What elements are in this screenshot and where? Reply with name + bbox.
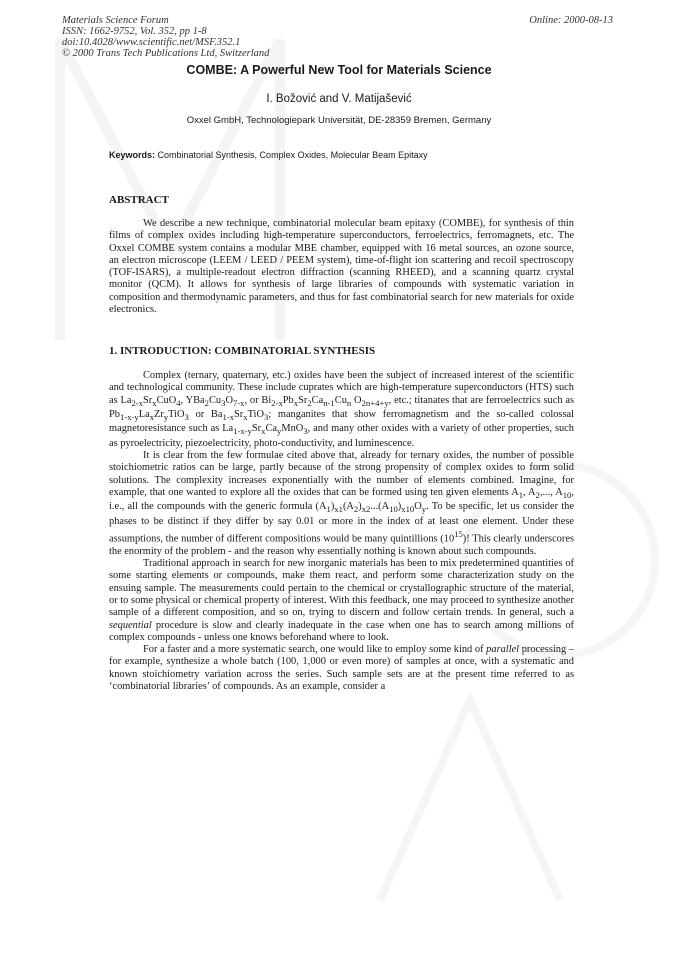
keywords bbox=[109, 150, 569, 160]
abstract-body bbox=[109, 218, 574, 316]
copyright-line: © 2000 Trans Tech Publications Ltd, Switzerland bbox=[62, 48, 270, 59]
abstract-text: We describe a new technique, combinatorial molecular beam epitaxy (COMBE), for synthesis of thin films of complex oxides including high-temperature superconductors, ferroelectrics, ferromagnets, etc. The Oxxel COMBE system contains a modular MBE chamber, equipped with 16 metal sources, an ozone source, an electron microscope (LEEM / LEED / PEEM system), time-of-flight ion scattering and recoil spectroscopy (TOF-ISARS), a multiple-readout electron diffraction (scanning RHEED), and a scanning quartz crystal monitor (QCM). It allows for synthesis of large libraries of compounds with systematic variation in composition and thermodynamic parameters, and thus for fast combinatorial search for new materials for oxide electronics. bbox=[109, 218, 574, 316]
paper-authors: I. Božović and V. Matijašević bbox=[266, 93, 412, 105]
issn-line: ISSN: 1662-9752, Vol. 352, pp 1-8 bbox=[62, 26, 207, 37]
intro-paragraph-3: Traditional approach in search for new inorganic materials has been to mix predetermined quantities of some starting elements or compounds, make them react, and perform some characterization study on the ensuing sample. The measurements could pertain to the chemical or crystallographic structure of the material, or to some physical or chemical property of interest. With this feedback, one may proceed to synthesize another sample of a different composition, and so on, trying to discern and follow certain trends. In general, such a sequential procedure is slow and clearly inadequate in the case when one has to search among millions of complex compounds - unless one knows beforehand where to look. bbox=[109, 558, 574, 643]
paper-title: COMBE: A Powerful New Tool for Materials Science bbox=[186, 63, 492, 77]
intro-paragraph-4: For a faster and a more systematic search, one would like to employ some kind of parallel processing – for example, synthesize a whole batch (100, 1,000 or even more) of samples at once, with a systematic and known stoichiometry variation across the series. Such sample sets are at the present time referred to as ‘combinatorial libraries’ of compounds. As an example, consider a bbox=[109, 644, 574, 692]
online-date: Online: 2000-08-13 bbox=[529, 15, 613, 26]
intro-paragraph-1: Complex (ternary, quaternary, etc.) oxides have been the subject of increased interest of the scientific and technological community. These include cuprates which are high-temperature superconductors (HTS) such as $La_{2-x}Sr_xCuO_4$, $YBa_2Cu_3O_{7-x}$, or $Bi_{2-x}Pb_xSr_2Ca_{n-1}Cu_n$ $O_{2n+4+y}$, etc.; titanates that are ferroelectrics such as $Pb_{1-x-y}La_xZr_yTiO_3$ or $Ba_{1-x}Sr_xTiO_3$; manganites that show ferromagnetism and the so-called colossal magnetoresistance such as $La_{1-x-y}Sr_xCa_yMnO_3$, and many other oxides with a variety of other properties, such as pyroelectricity, piezoelectricity, photo-conductivity, and luminescence. bbox=[109, 370, 575, 449]
keywords-text: Combinatorial Synthesis, Complex Oxides, Molecular Beam Epitaxy bbox=[155, 150, 428, 160]
journal-header bbox=[62, 15, 269, 59]
intro-heading: 1. INTRODUCTION: COMBINATORIAL SYNTHESIS bbox=[109, 345, 376, 357]
keywords-label: Keywords: bbox=[109, 150, 156, 160]
intro-paragraph-2: It is clear from the few formulae cited above that, already for ternary oxides, the number of possible stoichiometric ratios can be large, partly because of the strong propensity of complex oxides to form solid solutions. The complexity increases exponentially with the number of elements combined. Imagine, for example, that one wanted to explore all the oxides that can be formed using ten given elements $A_1$, $A_2$,..., $A_{10}$, i.e., all the compounds with the generic formula $(A_1)_{x1}(A_2)_{x2}...(A_{10})_{x10}O_y$. To be specific, let us consider the phases to be distinct if they differ by say 0.01 or more in the index of at least one element. Under these assumptions, the number of different compositions would be many quintillions $(10^{15})$! This clearly underscores the enormity of the problem - and the reason why essentially nothing is known about such compounds. bbox=[109, 450, 574, 557]
abstract-heading: ABSTRACT bbox=[109, 194, 169, 206]
journal-name: Materials Science Forum bbox=[62, 15, 169, 26]
doi-line: doi:10.4028/www.scientific.net/MSF.352.1 bbox=[62, 37, 241, 48]
intro-body bbox=[109, 370, 574, 693]
paper-affiliation: Oxxel GmbH, Technologiepark Universität, DE-28359 Bremen, Germany bbox=[186, 115, 492, 126]
